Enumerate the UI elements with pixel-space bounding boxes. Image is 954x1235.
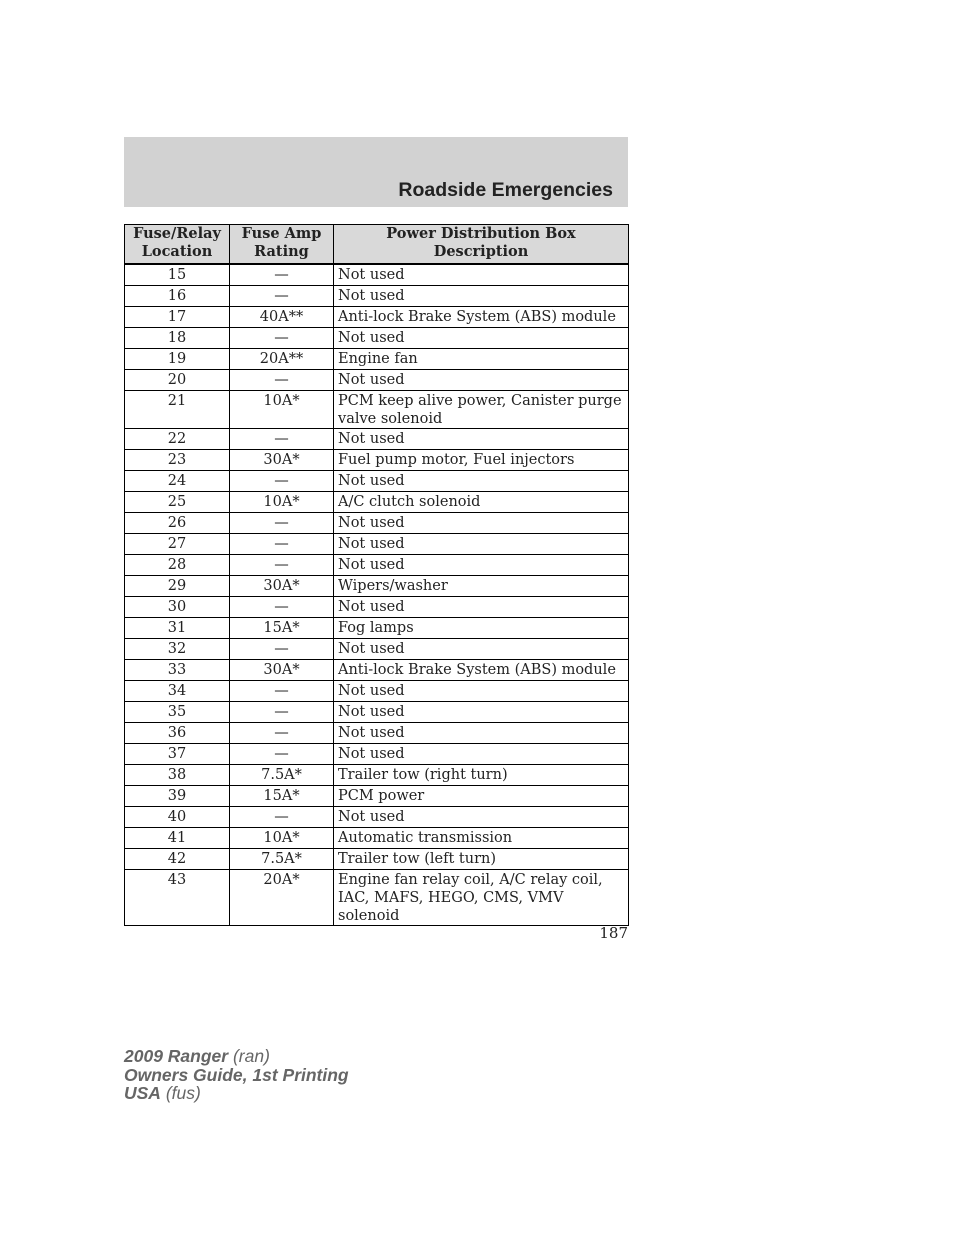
footer-model: 2009 Ranger <box>124 1046 229 1066</box>
cell-description: Engine fan <box>334 349 629 370</box>
cell-description: Not used <box>334 328 629 349</box>
table-row <box>125 450 629 471</box>
cell-rating: 10A* <box>230 828 334 849</box>
cell-rating: 30A* <box>230 450 334 471</box>
cell-description: Not used <box>334 639 629 660</box>
fuse-table <box>124 224 629 926</box>
cell-location: 41 <box>125 828 230 849</box>
cell-description: Not used <box>334 286 629 307</box>
table-row <box>125 471 629 492</box>
table-row <box>125 723 629 744</box>
cell-rating: 7.5A* <box>230 765 334 786</box>
table-row <box>125 555 629 576</box>
cell-description: Not used <box>334 723 629 744</box>
table-row <box>125 849 629 870</box>
table-body <box>125 264 629 926</box>
cell-description: Not used <box>334 681 629 702</box>
table-row <box>125 492 629 513</box>
table-row <box>125 639 629 660</box>
cell-location: 29 <box>125 576 230 597</box>
cell-location: 19 <box>125 349 230 370</box>
table-row <box>125 264 629 286</box>
cell-description: Wipers/washer <box>334 576 629 597</box>
cell-rating: — <box>230 513 334 534</box>
table-row <box>125 807 629 828</box>
header-location-line1: Fuse/Relay <box>133 225 221 242</box>
cell-location: 34 <box>125 681 230 702</box>
cell-rating: — <box>230 328 334 349</box>
page-number: 187 <box>599 924 628 942</box>
table-row <box>125 660 629 681</box>
table-row <box>125 681 629 702</box>
cell-description: Fog lamps <box>334 618 629 639</box>
cell-rating: — <box>230 370 334 391</box>
header-location-line2: Location <box>141 243 213 260</box>
cell-location: 39 <box>125 786 230 807</box>
cell-rating: — <box>230 429 334 450</box>
table-row <box>125 828 629 849</box>
cell-rating: 30A* <box>230 660 334 681</box>
cell-description: Not used <box>334 555 629 576</box>
cell-rating: 40A** <box>230 307 334 328</box>
cell-location: 26 <box>125 513 230 534</box>
footer-line-1 <box>124 1047 349 1066</box>
cell-description: Not used <box>334 513 629 534</box>
cell-description: A/C clutch solenoid <box>334 492 629 513</box>
cell-location: 17 <box>125 307 230 328</box>
cell-location: 27 <box>125 534 230 555</box>
cell-rating: — <box>230 555 334 576</box>
footer-guide: Owners Guide, 1st Printing <box>124 1064 349 1085</box>
table-row <box>125 513 629 534</box>
cell-description: Not used <box>334 534 629 555</box>
cell-rating: 15A* <box>230 618 334 639</box>
cell-description: Anti-lock Brake System (ABS) module <box>334 660 629 681</box>
cell-rating: — <box>230 264 334 286</box>
column-header-location <box>125 225 230 265</box>
footer-line-3 <box>124 1084 349 1103</box>
footer-market-code: (fus) <box>165 1083 201 1103</box>
section-title: Roadside Emergencies <box>398 179 613 201</box>
cell-description: Engine fan relay coil, A/C relay coil, IAC, MAFS, HEGO, CMS, VMV solenoid <box>334 870 629 926</box>
footer <box>124 1047 349 1103</box>
cell-location: 31 <box>125 618 230 639</box>
table-row <box>125 429 629 450</box>
cell-description: Not used <box>334 597 629 618</box>
cell-description: PCM power <box>334 786 629 807</box>
header-rating-line1: Fuse Amp <box>241 225 322 242</box>
cell-location: 33 <box>125 660 230 681</box>
cell-location: 38 <box>125 765 230 786</box>
cell-rating: 10A* <box>230 391 334 429</box>
cell-rating: 20A* <box>230 870 334 926</box>
cell-description: Not used <box>334 429 629 450</box>
table-row <box>125 786 629 807</box>
cell-location: 15 <box>125 264 230 286</box>
table-row <box>125 618 629 639</box>
cell-location: 20 <box>125 370 230 391</box>
cell-rating: 10A* <box>230 492 334 513</box>
cell-rating: — <box>230 639 334 660</box>
cell-description: Not used <box>334 702 629 723</box>
cell-description: Not used <box>334 471 629 492</box>
cell-location: 43 <box>125 870 230 926</box>
table-row <box>125 307 629 328</box>
cell-location: 42 <box>125 849 230 870</box>
table-header-row <box>125 225 629 265</box>
cell-location: 16 <box>125 286 230 307</box>
cell-description: Automatic transmission <box>334 828 629 849</box>
table-row <box>125 870 629 926</box>
cell-rating: — <box>230 471 334 492</box>
cell-description: Trailer tow (right turn) <box>334 765 629 786</box>
cell-rating: — <box>230 286 334 307</box>
footer-line-2 <box>124 1066 349 1085</box>
footer-model-code: (ran) <box>232 1046 270 1066</box>
column-header-rating <box>230 225 334 265</box>
cell-rating: — <box>230 681 334 702</box>
section-header-band <box>124 137 628 207</box>
cell-location: 28 <box>125 555 230 576</box>
cell-location: 30 <box>125 597 230 618</box>
cell-rating: — <box>230 534 334 555</box>
cell-rating: 20A** <box>230 349 334 370</box>
cell-location: 40 <box>125 807 230 828</box>
cell-rating: — <box>230 744 334 765</box>
cell-description: PCM keep alive power, Canister purge valve solenoid <box>334 391 629 429</box>
cell-description: Not used <box>334 744 629 765</box>
table-row <box>125 328 629 349</box>
cell-location: 24 <box>125 471 230 492</box>
cell-location: 23 <box>125 450 230 471</box>
table-row <box>125 534 629 555</box>
cell-rating: 15A* <box>230 786 334 807</box>
cell-rating: 7.5A* <box>230 849 334 870</box>
footer-market: USA <box>124 1083 161 1103</box>
cell-description: Anti-lock Brake System (ABS) module <box>334 307 629 328</box>
cell-location: 36 <box>125 723 230 744</box>
cell-rating: — <box>230 807 334 828</box>
cell-location: 25 <box>125 492 230 513</box>
cell-rating: — <box>230 702 334 723</box>
cell-location: 18 <box>125 328 230 349</box>
cell-description: Not used <box>334 264 629 286</box>
table-row <box>125 702 629 723</box>
header-rating-line2: Rating <box>254 243 309 260</box>
cell-location: 22 <box>125 429 230 450</box>
table-row <box>125 744 629 765</box>
table-row <box>125 370 629 391</box>
table-row <box>125 349 629 370</box>
cell-location: 37 <box>125 744 230 765</box>
cell-description: Not used <box>334 807 629 828</box>
cell-rating: 30A* <box>230 576 334 597</box>
cell-location: 21 <box>125 391 230 429</box>
cell-rating: — <box>230 723 334 744</box>
table-row <box>125 765 629 786</box>
table-row <box>125 597 629 618</box>
table-row <box>125 391 629 429</box>
cell-rating: — <box>230 597 334 618</box>
cell-description: Trailer tow (left turn) <box>334 849 629 870</box>
table-row <box>125 286 629 307</box>
cell-location: 32 <box>125 639 230 660</box>
column-header-description: Power Distribution Box Description <box>334 225 629 265</box>
table-row <box>125 576 629 597</box>
cell-description: Fuel pump motor, Fuel injectors <box>334 450 629 471</box>
cell-description: Not used <box>334 370 629 391</box>
cell-location: 35 <box>125 702 230 723</box>
